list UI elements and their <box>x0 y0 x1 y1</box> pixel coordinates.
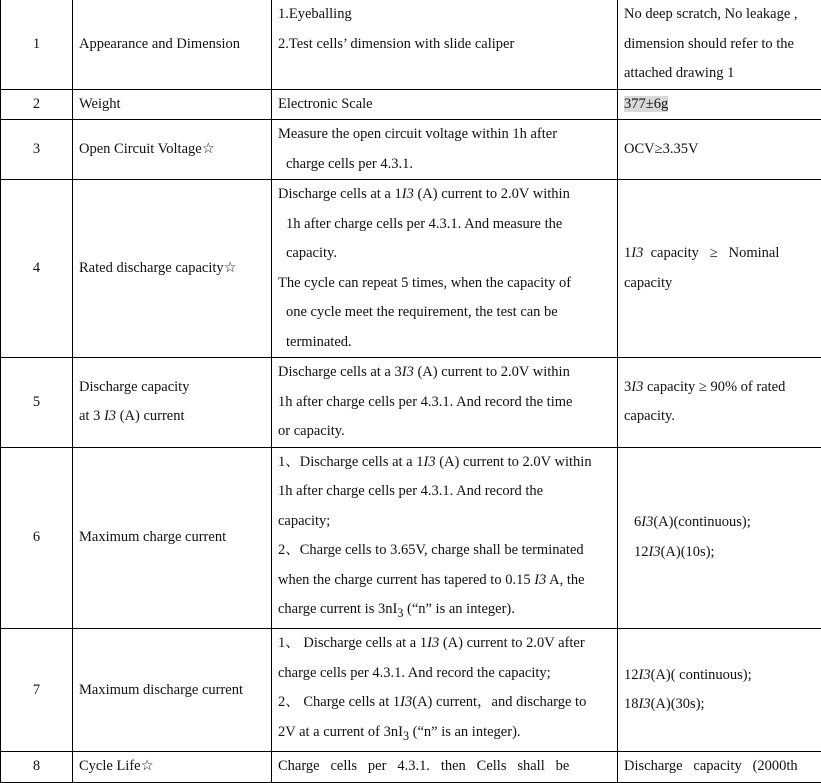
requirement: Discharge capacity (2000th <box>618 752 821 783</box>
requirement: 12I3(A)( continuous); 18I3(A)(30s); <box>618 629 821 752</box>
table-row <box>1 447 821 629</box>
test-method: Electronic Scale <box>272 89 618 120</box>
test-item: Rated discharge capacity☆ <box>73 180 272 358</box>
requirement: 3I3 capacity ≥ 90% of rated capacity. <box>618 358 821 448</box>
test-item: Weight <box>73 89 272 120</box>
row-number: 2 <box>1 89 73 120</box>
row-number: 5 <box>1 358 73 448</box>
row-number: 7 <box>1 629 73 752</box>
requirement <box>618 89 821 120</box>
requirement: 6I3(A)(continuous); 12I3(A)(10s); <box>618 447 821 629</box>
table-row <box>1 752 821 783</box>
table-row <box>1 120 821 180</box>
row-number: 1 <box>1 0 73 89</box>
test-item: Maximum charge current <box>73 447 272 629</box>
test-item: Maximum discharge current <box>73 629 272 752</box>
test-method: 1、Discharge cells at a 1I3 (A) current to 2.0V within 1h after charge cells per 4.3.1. And record the capacity; 2、Charge cells to 3.65V, charge shall be terminated when the charge current has tapered to 0.15 I3 A, the charge current is $3nI_3$ (“n” is an integer). <box>272 447 618 629</box>
test-method: 1.Eyeballing 2.Test cells’ dimension with slide caliper <box>272 0 618 89</box>
test-method: Discharge cells at a 3I3 (A) current to 2.0V within 1h after charge cells per 4.3.1. And record the time or capacity. <box>272 358 618 448</box>
test-method: 1、 Discharge cells at a 1I3 (A) current to 2.0V after charge cells per 4.3.1. And record the capacity; 2、 Charge cells at 1I3(A) current，and discharge to 2V at a current of $3nI_3$ (“n” is an integer). <box>272 629 618 752</box>
test-item: Discharge capacity at 3 I3 (A) current <box>73 358 272 448</box>
row-number: 8 <box>1 752 73 783</box>
table-row <box>1 89 821 120</box>
row-number: 6 <box>1 447 73 629</box>
row-number: 3 <box>1 120 73 180</box>
test-method: Charge cells per 4.3.1. then Cells shall be <box>272 752 618 783</box>
test-item: Appearance and Dimension <box>73 0 272 89</box>
table-row <box>1 358 821 448</box>
table-row <box>1 629 821 752</box>
requirement: OCV≥3.35V <box>618 120 821 180</box>
test-item: Cycle Life☆ <box>73 752 272 783</box>
test-method: Measure the open circuit voltage within 1h after charge cells per 4.3.1. <box>272 120 618 180</box>
requirement: No deep scratch, No leakage , dimension should refer to the attached drawing 1 <box>618 0 821 89</box>
highlighted-value: 377±6g <box>624 96 668 112</box>
test-method: Discharge cells at a 1I3 (A) current to 2.0V within 1h after charge cells per 4.3.1. And measure the capacity. The cycle can repeat 5 times, when the capacity of one cycle meet the requirement, the test can be terminated. <box>272 180 618 358</box>
test-item: Open Circuit Voltage☆ <box>73 120 272 180</box>
table-row <box>1 0 821 89</box>
row-number: 4 <box>1 180 73 358</box>
requirement: 1I3 capacity ≥ Nominal capacity <box>618 180 821 358</box>
table-row <box>1 180 821 358</box>
